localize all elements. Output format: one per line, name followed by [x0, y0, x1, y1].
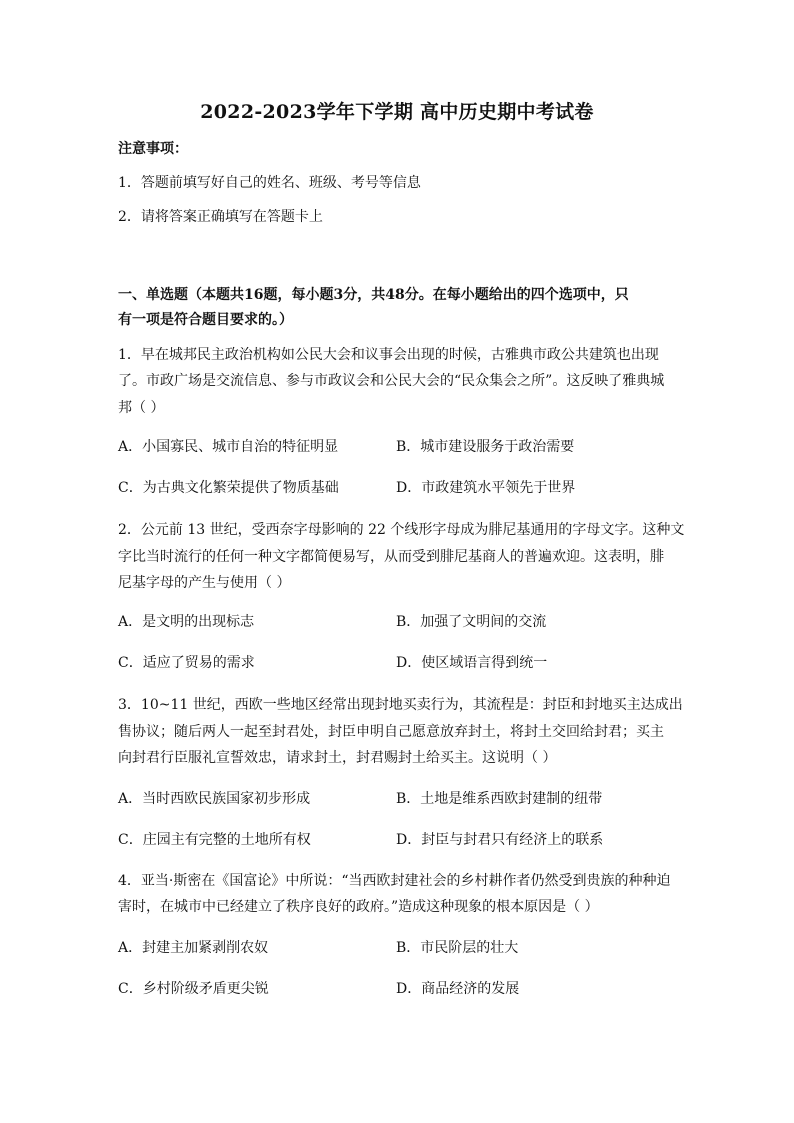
question-3-option-c: C．庄园主有完整的土地所有权 [118, 832, 311, 848]
question-2-option-a: A．是文明的出现标志 [118, 614, 255, 630]
question-2-option-b: B．加强了文明间的交流 [396, 614, 547, 630]
section-heading-line-2: 有一项是符合题目要求的。） [118, 312, 293, 328]
question-1-line-3: 邦（ ） [118, 400, 165, 416]
question-2-line-3: 尼基字母的产生与使用（ ） [118, 575, 291, 591]
question-2-line-1: 2．公元前 13 世纪，受西奈字母影响的 22 个线形字母成为腓尼基通用的字母文字。这种文 [118, 522, 685, 538]
notice-item-2: 2．请将答案正确填写在答题卡上 [118, 209, 323, 225]
notice-heading: 注意事项： [118, 141, 188, 157]
question-4-option-d: D．商品经济的发展 [396, 981, 520, 997]
question-3-option-d: D．封臣与封君只有经济上的联系 [396, 832, 604, 848]
notice-item-1: 1．答题前填写好自己的姓名、班级、考号等信息 [118, 175, 421, 191]
question-4-option-b: B．市民阶层的壮大 [396, 940, 519, 956]
question-3-line-1: 3．10~11 世纪，西欧一些地区经常出现封地买卖行为，其流程是：封臣和封地买主达成出 [118, 697, 683, 713]
question-4-option-c: C．乡村阶级矛盾更尖锐 [118, 981, 269, 997]
question-1-line-1: 1．早在城邦民主政治机构如公民大会和议事会出现的时候，古雅典市政公共建筑也出现 [118, 347, 659, 363]
question-3-option-b: B．土地是维系西欧封建制的纽带 [396, 791, 603, 807]
question-4-line-2: 害时，在城市中已经建立了秩序良好的政府。”造成这种现象的根本原因是（ ） [118, 899, 599, 915]
question-2-option-c: C．适应了贸易的需求 [118, 655, 255, 671]
question-2-option-d: D．使区域语言得到统一 [396, 655, 548, 671]
question-1-option-b: B．城市建设服务于政治需要 [396, 439, 575, 455]
question-4-line-1: 4．亚当·斯密在《国富论》中所说：“当西欧封建社会的乡村耕作者仍然受到贵族的种种迫 [118, 873, 671, 889]
question-1-line-2: 了。市政广场是交流信息、参与市政议会和公民大会的“民众集会之所”。这反映了雅典城 [118, 373, 665, 389]
question-1-option-a: A．小国寡民、城市自治的特征明显 [118, 439, 339, 455]
section-heading-line-1: 一、单选题（本题共16题，每小题3分，共48分。在每小题给出的四个选项中，只 [118, 287, 629, 303]
question-1-option-d: D．市政建筑水平领先于世界 [396, 480, 576, 496]
question-3-line-3: 向封君行臣服礼宣誓效忠，请求封土，封君赐封土给买主。这说明（ ） [118, 750, 557, 766]
question-3-option-a: A．当时西欧民族国家初步形成 [118, 791, 311, 807]
question-1-option-c: C．为古典文化繁荣提供了物质基础 [118, 480, 339, 496]
question-3-line-2: 售协议；随后两人一起至封君处，封臣申明自己愿意放弃封土，将封土交回给封君；买主 [118, 724, 664, 740]
page-title: 2022-2023学年下学期 高中历史期中考试卷 [200, 101, 594, 123]
question-4-option-a: A．封建主加紧剥削农奴 [118, 940, 269, 956]
question-2-line-2: 字比当时流行的任何一种文字都简便易写，从而受到腓尼基商人的普遍欢迎。这表明，腓 [118, 549, 664, 565]
